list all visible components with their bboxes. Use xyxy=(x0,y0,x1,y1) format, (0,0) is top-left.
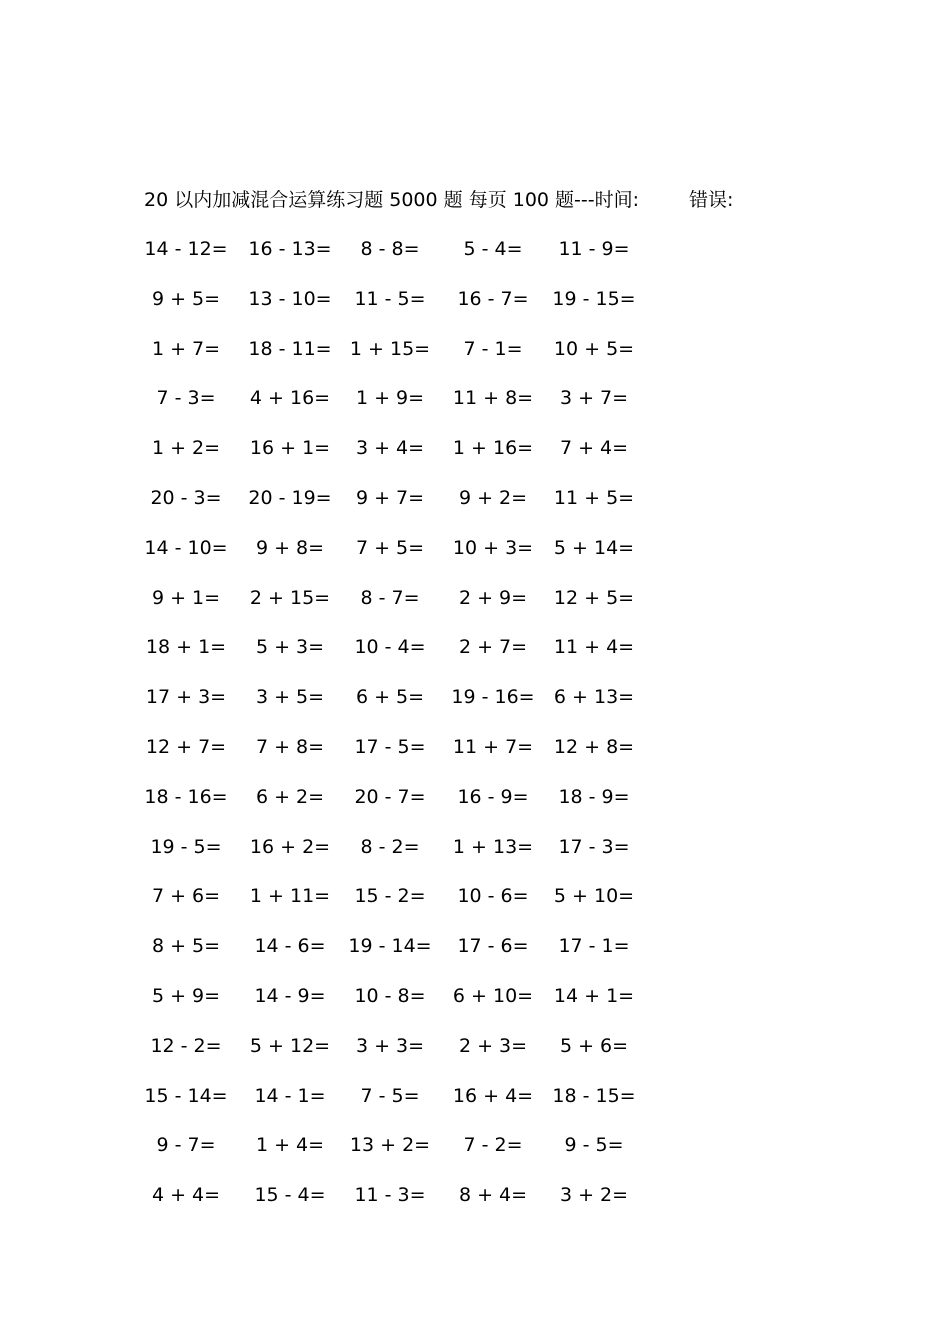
math-problem: 13 + 2= xyxy=(349,1134,431,1157)
math-problem: 8 - 7= xyxy=(360,586,420,609)
math-problem: 18 - 15= xyxy=(552,1084,636,1107)
math-problem: 16 + 2= xyxy=(249,835,331,858)
math-problem: 14 - 1= xyxy=(254,1084,326,1107)
math-problem: 6 + 2= xyxy=(255,785,325,808)
math-problem: 7 + 8= xyxy=(255,735,325,758)
math-problem: 15 - 4= xyxy=(254,1184,326,1207)
math-problem: 19 - 14= xyxy=(348,935,432,958)
math-problem: 1 + 15= xyxy=(349,337,431,360)
errors-label: 错误: xyxy=(689,189,734,211)
math-problem: 3 + 4= xyxy=(355,437,425,460)
math-problem: 18 + 1= xyxy=(145,636,227,659)
math-problem: 6 + 10= xyxy=(452,984,534,1007)
math-problem: 19 - 15= xyxy=(552,287,636,310)
math-problem: 10 - 8= xyxy=(354,984,426,1007)
math-problem: 11 + 4= xyxy=(553,636,635,659)
math-problem: 8 - 8= xyxy=(360,238,420,260)
math-problem: 6 + 5= xyxy=(355,686,425,709)
math-problem: 3 + 3= xyxy=(355,1034,425,1057)
math-problem: 4 + 4= xyxy=(151,1184,221,1207)
math-problem: 12 + 8= xyxy=(553,735,635,758)
math-problem: 11 - 5= xyxy=(354,287,426,310)
math-problem: 16 + 4= xyxy=(452,1084,534,1107)
math-problem: 9 + 8= xyxy=(255,536,325,559)
math-problem: 2 + 7= xyxy=(458,636,528,659)
math-problem: 5 + 6= xyxy=(559,1034,629,1057)
math-problem: 17 - 3= xyxy=(558,835,630,858)
math-problem: 6 + 13= xyxy=(553,686,635,709)
math-problem: 1 + 9= xyxy=(355,387,425,410)
math-problem: 5 + 14= xyxy=(553,536,635,559)
math-problem: 14 - 10= xyxy=(144,536,228,559)
math-problem: 17 - 6= xyxy=(457,935,529,958)
math-problem: 7 + 5= xyxy=(355,536,425,559)
math-problem: 14 - 9= xyxy=(254,984,326,1007)
math-problem: 3 + 7= xyxy=(559,387,629,410)
math-problem: 1 + 2= xyxy=(151,437,221,460)
math-problem: 9 + 2= xyxy=(458,486,528,509)
math-problem: 16 + 1= xyxy=(249,437,331,460)
math-problem: 5 + 3= xyxy=(255,636,325,659)
math-problem: 10 - 4= xyxy=(354,636,426,659)
math-problem: 11 - 3= xyxy=(354,1184,426,1207)
math-problem: 16 - 9= xyxy=(457,785,529,808)
math-problem: 20 - 3= xyxy=(150,486,222,509)
math-problem: 14 - 6= xyxy=(254,935,326,958)
math-problem: 9 + 5= xyxy=(151,287,221,310)
math-problem: 14 - 12= xyxy=(144,238,228,260)
math-problem: 18 - 16= xyxy=(144,785,228,808)
math-problem: 5 + 9= xyxy=(151,984,221,1007)
math-problem: 3 + 5= xyxy=(255,686,325,709)
math-problem: 19 - 16= xyxy=(451,686,535,709)
math-problem: 18 - 9= xyxy=(558,785,630,808)
math-problem: 10 - 6= xyxy=(457,885,529,908)
math-problem: 17 + 3= xyxy=(145,686,227,709)
worksheet-header xyxy=(144,186,734,214)
math-problem: 12 - 2= xyxy=(150,1034,222,1057)
math-problem: 19 - 5= xyxy=(150,835,222,858)
math-problem: 7 - 2= xyxy=(463,1134,523,1157)
math-problem: 12 + 7= xyxy=(145,735,227,758)
math-problem: 1 + 7= xyxy=(151,337,221,360)
math-problem: 5 + 10= xyxy=(553,885,635,908)
math-problem: 14 + 1= xyxy=(553,984,635,1007)
math-problem: 17 - 1= xyxy=(558,935,630,958)
math-problem: 10 + 3= xyxy=(452,536,534,559)
math-problem: 1 + 16= xyxy=(452,437,534,460)
math-problem: 17 - 5= xyxy=(354,735,426,758)
math-problem: 1 + 13= xyxy=(452,835,534,858)
math-problem: 8 + 5= xyxy=(151,935,221,958)
math-problem: 18 - 11= xyxy=(248,337,332,360)
worksheet-title: 20 以内加减混合运算练习题 5000 题 每页 100 题---时间: xyxy=(144,189,640,211)
math-problem: 5 + 12= xyxy=(249,1034,331,1057)
math-problem: 10 + 5= xyxy=(553,337,635,360)
math-problem: 5 - 4= xyxy=(463,238,523,260)
math-problem: 2 + 9= xyxy=(458,586,528,609)
math-problem: 8 - 2= xyxy=(360,835,420,858)
math-problem: 11 + 7= xyxy=(452,735,534,758)
math-problem: 15 - 14= xyxy=(144,1084,228,1107)
math-problem: 20 - 19= xyxy=(248,486,332,509)
math-problem: 2 + 3= xyxy=(458,1034,528,1057)
math-problem: 11 + 5= xyxy=(553,486,635,509)
math-problem: 9 + 1= xyxy=(151,586,221,609)
math-problem: 13 - 10= xyxy=(248,287,332,310)
math-problem: 9 + 7= xyxy=(355,486,425,509)
math-problem: 16 - 13= xyxy=(248,238,332,260)
math-problem: 1 + 11= xyxy=(249,885,331,908)
math-problem: 7 - 5= xyxy=(360,1084,420,1107)
math-problem: 12 + 5= xyxy=(553,586,635,609)
math-problem: 11 - 9= xyxy=(558,238,630,260)
math-problem: 4 + 16= xyxy=(249,387,331,410)
math-problem: 11 + 8= xyxy=(452,387,534,410)
math-problem: 15 - 2= xyxy=(354,885,426,908)
math-problem: 3 + 2= xyxy=(559,1184,629,1207)
math-problem: 16 - 7= xyxy=(457,287,529,310)
math-problem: 1 + 4= xyxy=(255,1134,325,1157)
math-problem: 9 - 5= xyxy=(564,1134,624,1157)
math-problem: 2 + 15= xyxy=(249,586,331,609)
math-problem: 8 + 4= xyxy=(458,1184,528,1207)
math-problem: 7 - 3= xyxy=(156,387,216,410)
math-problem: 7 + 4= xyxy=(559,437,629,460)
math-problem: 7 + 6= xyxy=(151,885,221,908)
math-problem: 20 - 7= xyxy=(354,785,426,808)
math-problem: 7 - 1= xyxy=(463,337,523,360)
math-problem: 9 - 7= xyxy=(156,1134,216,1157)
